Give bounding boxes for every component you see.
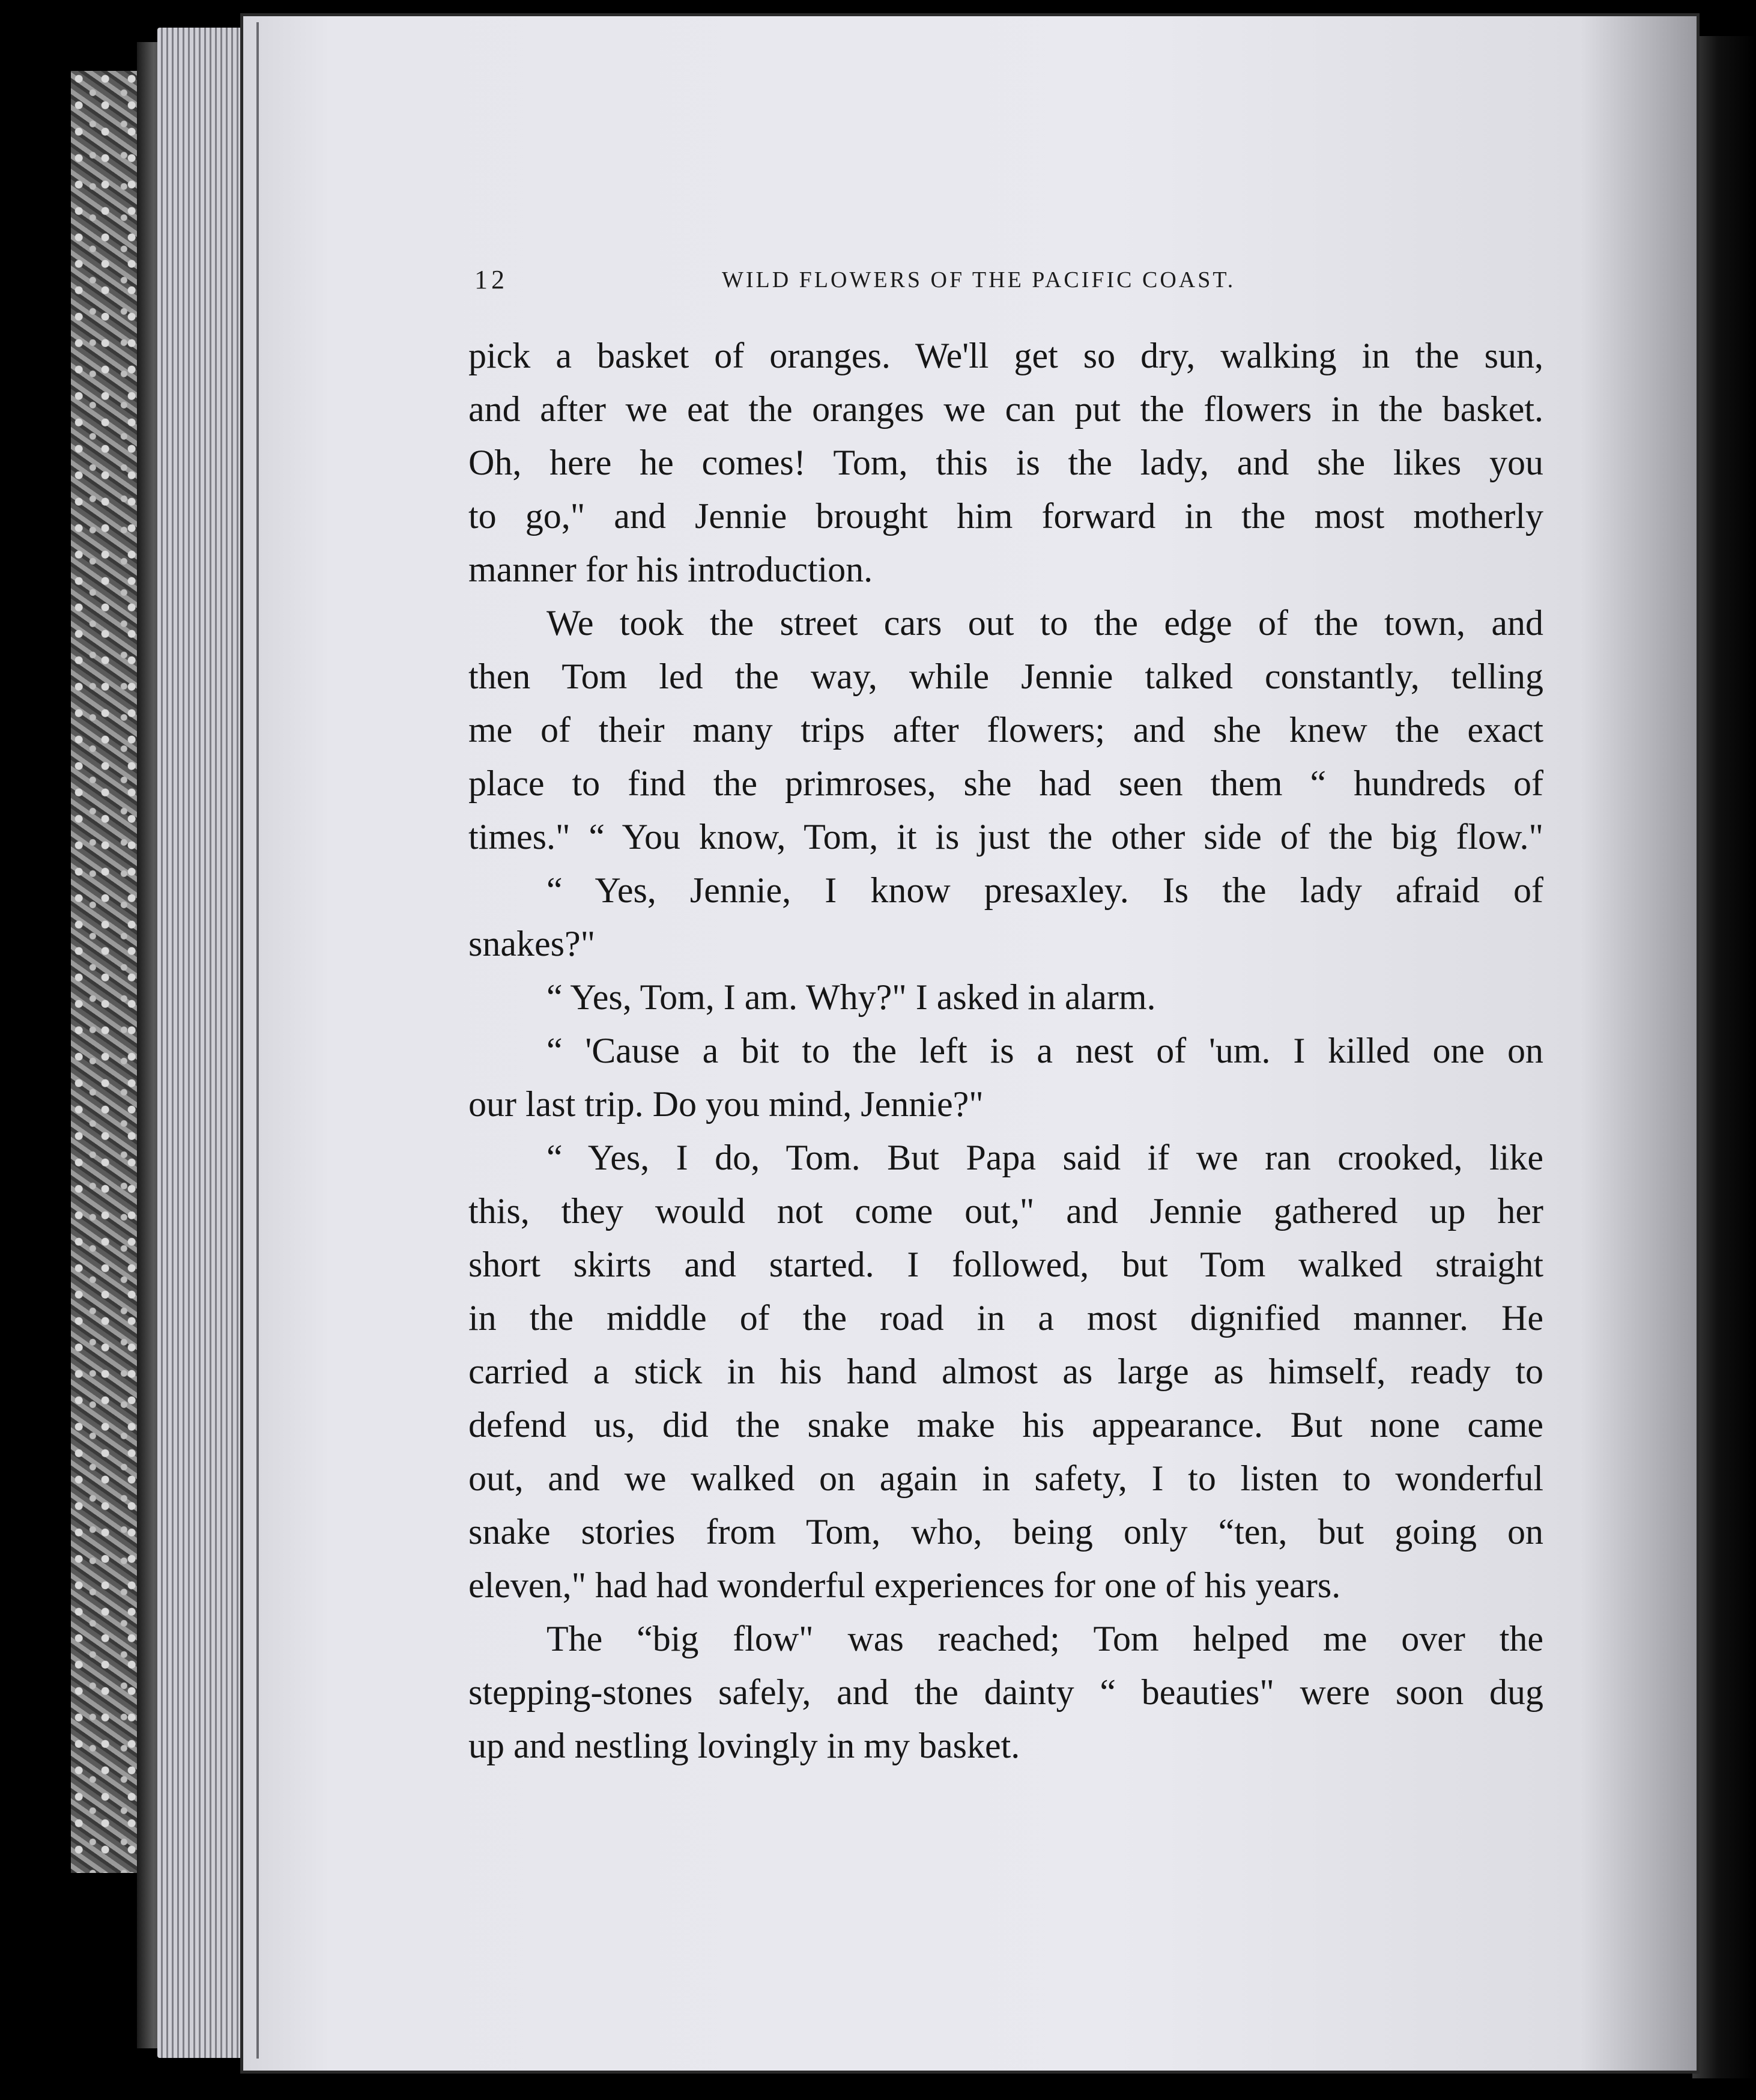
text-line: in the middle of the road in a most dignified manner. He: [468, 1298, 1543, 1338]
text-line: “ Yes, Tom, I am. Why?" I asked in alarm.: [546, 977, 1156, 1017]
floral-binding-cover: [71, 71, 137, 1873]
page-stack-edges: [157, 28, 247, 2058]
text-line: “ 'Cause a bit to the left is a nest of 'um. I killed one on: [546, 1031, 1543, 1070]
text-line: “ Yes, Jennie, I know presaxley. Is the lady afraid of: [546, 870, 1543, 910]
text-line: snakes?": [468, 924, 596, 964]
text-line: We took the street cars out to the edge of the town, and: [546, 603, 1543, 643]
running-title: WILD FLOWERS OF THE PACIFIC COAST.: [722, 267, 1236, 293]
text-line: our last trip. Do you mind, Jennie?": [468, 1084, 984, 1124]
text-line: pick a basket of oranges. We'll get so dry, walking in the sun,: [468, 336, 1543, 375]
page-number: 12: [474, 265, 508, 294]
text-line: carried a stick in his hand almost as large as himself, ready to: [468, 1352, 1543, 1391]
text-line: place to find the primroses, she had seen them “ hundreds of: [468, 763, 1543, 803]
page-inner-rule: [256, 22, 259, 2059]
text-line: and after we eat the oranges we can put the flowers in the basket.: [468, 389, 1543, 429]
text-line: The “big flow" was reached; Tom helped me over the: [546, 1619, 1543, 1658]
text-line: “ Yes, I do, Tom. But Papa said if we ran crooked, like: [546, 1138, 1543, 1177]
text-line: Oh, here he comes! Tom, this is the lady, and she likes you: [468, 443, 1543, 482]
facing-page-shadow: [1692, 36, 1756, 2078]
text-line: eleven," had had wonderful experiences for one of his years.: [468, 1565, 1341, 1605]
text-line: manner for his introduction.: [468, 550, 873, 589]
running-header: [474, 264, 1297, 300]
text-line: short skirts and started. I followed, but Tom walked straight: [468, 1245, 1543, 1284]
text-line: out, and we walked on again in safety, I to listen to wonderful: [468, 1458, 1543, 1498]
text-line: snake stories from Tom, who, being only “ten, but going on: [468, 1512, 1543, 1552]
body-text: [468, 329, 1543, 1773]
text-line: to go," and Jennie brought him forward in the most motherly: [468, 496, 1543, 536]
text-line: up and nestling lovingly in my basket.: [468, 1726, 1020, 1765]
text-line: this, they would not come out," and Jennie gathered up her: [468, 1191, 1543, 1231]
text-line: stepping-stones safely, and the dainty “ beauties" were soon dug: [468, 1672, 1543, 1712]
text-line: then Tom led the way, while Jennie talked constantly, telling: [468, 657, 1543, 696]
text-line: defend us, did the snake make his appearance. But none came: [468, 1405, 1543, 1445]
text-line: times." “ You know, Tom, it is just the other side of the big flow.": [468, 817, 1543, 857]
text-line: me of their many trips after flowers; and she knew the exact: [468, 710, 1543, 750]
